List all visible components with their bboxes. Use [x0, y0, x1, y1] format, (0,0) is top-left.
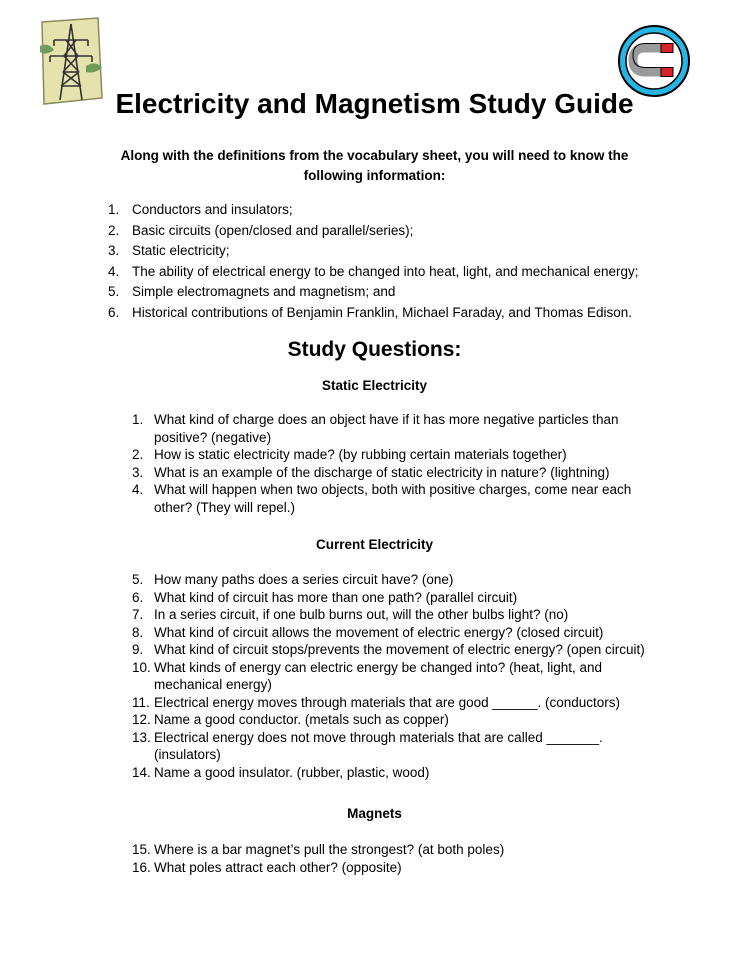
item-text: In a series circuit, if one bulb burns out, will the other bulbs light? (no)	[154, 607, 569, 622]
item-text: Static electricity;	[132, 243, 230, 258]
list-item	[108, 262, 708, 283]
item-number: 1.	[132, 412, 144, 427]
item-text: Where is a bar magnet’s pull the strongest? (at both poles)	[154, 842, 505, 857]
item-number: 7.	[132, 607, 144, 622]
item-number: 6.	[132, 589, 144, 605]
item-text: Conductors and insulators;	[132, 202, 293, 217]
item-number: 15.	[132, 842, 151, 857]
item-text: Electrical energy does not move through materials that are called _______. (insulators)	[154, 729, 603, 762]
list-item	[132, 659, 672, 694]
item-number: 3.	[132, 464, 144, 480]
list-item	[132, 841, 672, 859]
list-item	[108, 282, 708, 303]
list-item	[132, 481, 672, 516]
list-item	[132, 729, 672, 764]
item-text: What kind of circuit has more than one path? (parallel circuit)	[154, 589, 518, 605]
item-number: 10.	[132, 659, 151, 675]
list-item	[132, 711, 672, 729]
item-number: 3.	[108, 243, 120, 258]
list-item	[132, 694, 672, 712]
item-text: How many paths does a series circuit have? (one)	[154, 572, 454, 587]
item-number: 1.	[108, 202, 120, 217]
list-item	[108, 200, 708, 221]
item-text: What is an example of the discharge of static electricity in nature? (lightning)	[154, 464, 610, 480]
item-number: 6.	[108, 304, 120, 320]
static-electricity-heading: Static Electricity	[321, 378, 428, 393]
list-item	[132, 589, 672, 607]
current-questions-list	[132, 571, 672, 781]
list-item	[108, 303, 708, 324]
intro-text: Along with the definitions from the vocabulary sheet, you will need to know the following information:	[120, 148, 629, 183]
item-number: 16.	[132, 859, 151, 875]
list-item	[132, 764, 672, 782]
study-questions-heading: Study Questions:	[287, 338, 462, 361]
item-text: The ability of electrical energy to be changed into heat, light, and mechanical energy;	[132, 263, 639, 279]
item-text: Name a good insulator. (rubber, plastic, wood)	[154, 764, 430, 780]
item-text: What kind of charge does an object have if it has more negative particles than positive? (negative)	[154, 412, 619, 445]
item-text: How is static electricity made? (by rubbing certain materials together)	[154, 447, 567, 462]
item-number: 4.	[108, 263, 120, 279]
static-questions-list	[132, 411, 672, 516]
item-text: What kind of circuit allows the movement of electric energy? (closed circuit)	[154, 624, 604, 640]
item-number: 13.	[132, 729, 151, 745]
item-number: 4.	[132, 482, 144, 497]
item-number: 5.	[132, 572, 144, 587]
item-number: 8.	[132, 624, 144, 640]
item-text: Basic circuits (open/closed and parallel/series);	[132, 222, 414, 238]
magnets-questions-list	[132, 841, 672, 876]
list-item	[132, 606, 672, 624]
item-text: Simple electromagnets and magnetism; and	[132, 284, 396, 299]
item-text: What kinds of energy can electric energy be changed into? (heat, light, and mechanical energy)	[154, 659, 603, 692]
item-number: 2.	[132, 447, 144, 462]
list-item	[132, 641, 672, 659]
list-item	[132, 464, 672, 482]
item-number: 2.	[108, 222, 120, 238]
item-text: Name a good conductor. (metals such as copper)	[154, 712, 449, 727]
magnets-heading: Magnets	[347, 806, 402, 821]
item-number: 5.	[108, 284, 120, 299]
list-item	[132, 571, 672, 589]
list-item	[108, 241, 708, 262]
list-item	[132, 624, 672, 642]
magnet-icon	[617, 24, 691, 98]
requirements-list	[108, 200, 708, 323]
item-number: 14.	[132, 764, 151, 780]
item-text: What poles attract each other? (opposite)	[154, 859, 402, 875]
item-number: 11.	[132, 694, 150, 710]
page-title: Electricity and Magnetism Study Guide	[115, 88, 634, 119]
item-text: Historical contributions of Benjamin Franklin, Michael Faraday, and Thomas Edison.	[132, 304, 632, 320]
list-item	[132, 446, 672, 464]
item-text: What kind of circuit stops/prevents the movement of electric energy? (open circuit)	[154, 642, 645, 657]
item-number: 12.	[132, 712, 151, 727]
current-electricity-heading: Current Electricity	[315, 537, 434, 552]
item-number: 9.	[132, 642, 144, 657]
item-text: What will happen when two objects, both with positive charges, come near each other? (They will repel.)	[154, 482, 632, 515]
list-item	[132, 859, 672, 877]
item-text: Electrical energy moves through materials that are good ______. (conductors)	[154, 694, 621, 710]
list-item	[132, 411, 672, 446]
list-item	[108, 221, 708, 242]
